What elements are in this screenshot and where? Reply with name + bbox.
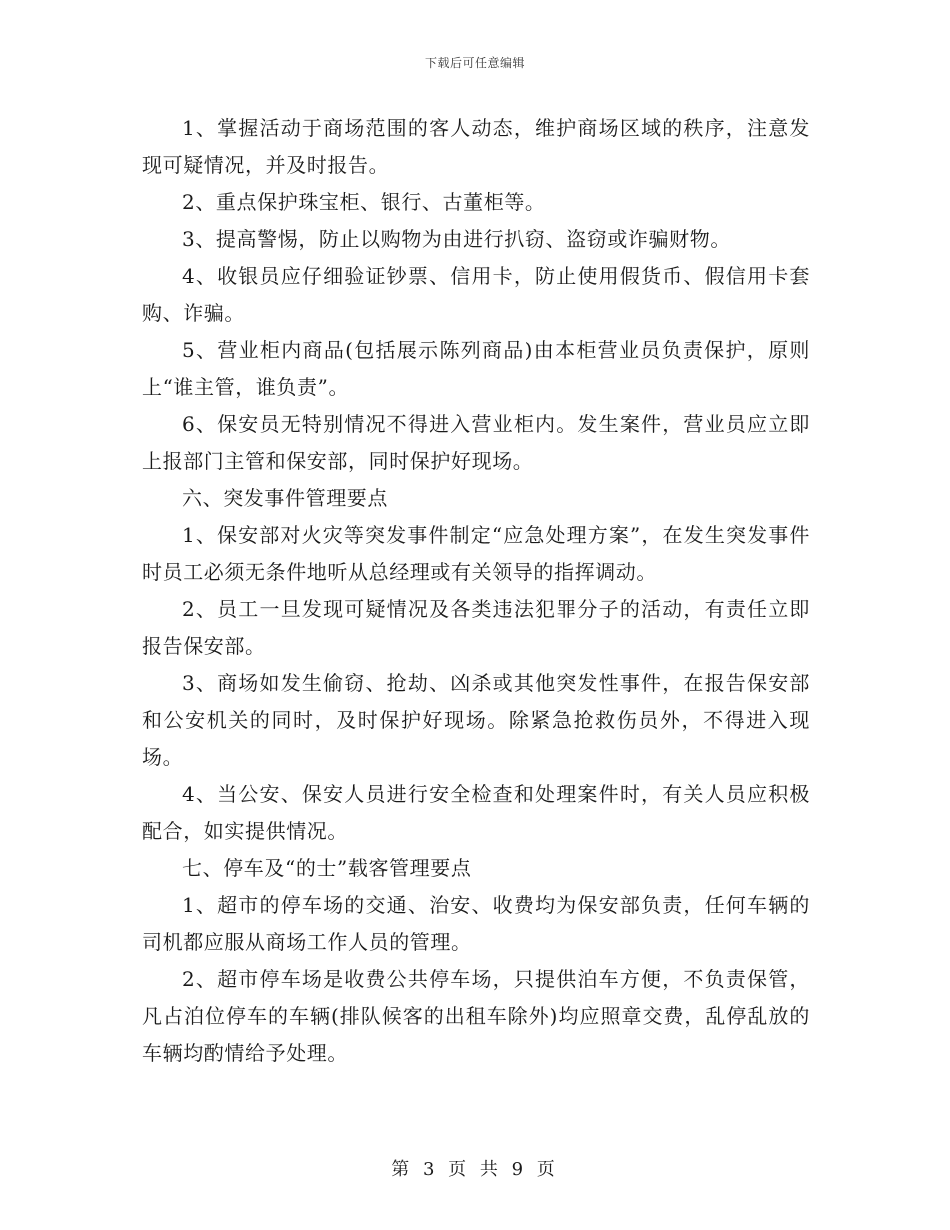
section-heading-7: 七、停车及“的士”载客管理要点: [182, 856, 472, 880]
paragraph-1: 1、掌握活动于商场范围的客人动态，维护商场区域的秩序，注意发现可疑情况，并及时报告。: [142, 116, 810, 177]
paragraph-7: 1、保安部对火灾等突发事件制定“应急处理方案”，在发生突发事件时员工必须无条件地听从总经理或有关领导的指挥调动。: [142, 523, 810, 584]
page-footer: 第 3 页 共 9 页: [391, 1159, 559, 1180]
paragraph-12: 2、超市停车场是收费公共停车场，只提供泊车方便，不负责保管，凡占泊位停车的车辆(排队候客的出租车除外)均应照章交费，乱停乱放的车辆均酌情给予处理。: [142, 967, 810, 1065]
paragraph-3: 3、提高警惕，防止以购物为由进行扒窃、盗窃或诈骗财物。: [182, 227, 731, 251]
paragraph-8: 2、员工一旦发现可疑情况及各类违法犯罪分子的活动，有责任立即报告保安部。: [142, 597, 810, 658]
page-header: 下载后可任意编辑: [424, 56, 525, 70]
paragraph-2: 2、重点保护珠宝柜、银行、古董柜等。: [182, 190, 546, 214]
document-body: [142, 110, 810, 1072]
paragraph-4: 4、收银员应仔细验证钞票、信用卡，防止使用假货币、假信用卡套购、诈骗。: [142, 264, 810, 325]
section-heading-6: 六、突发事件管理要点: [182, 486, 388, 510]
paragraph-10: 4、当公安、保安人员进行安全检查和处理案件时，有关人员应积极配合，如实提供情况。: [142, 782, 810, 843]
paragraph-6: 6、保安员无特别情况不得进入营业柜内。发生案件，营业员应立即上报部门主管和保安部，同时保护好现场。: [142, 412, 810, 473]
paragraph-11: 1、超市的停车场的交通、治安、收费均为保安部负责，任何车辆的司机都应服从商场工作人员的管理。: [142, 893, 810, 954]
paragraph-5: 5、营业柜内商品(包括展示陈列商品)由本柜营业员负责保护，原则上“谁主管，谁负责”。: [142, 338, 810, 399]
paragraph-9: 3、商场如发生偷窃、抢劫、凶杀或其他突发性事件，在报告保安部和公安机关的同时，及时保护好现场。除紧急抢救伤员外，不得进入现场。: [142, 671, 810, 769]
